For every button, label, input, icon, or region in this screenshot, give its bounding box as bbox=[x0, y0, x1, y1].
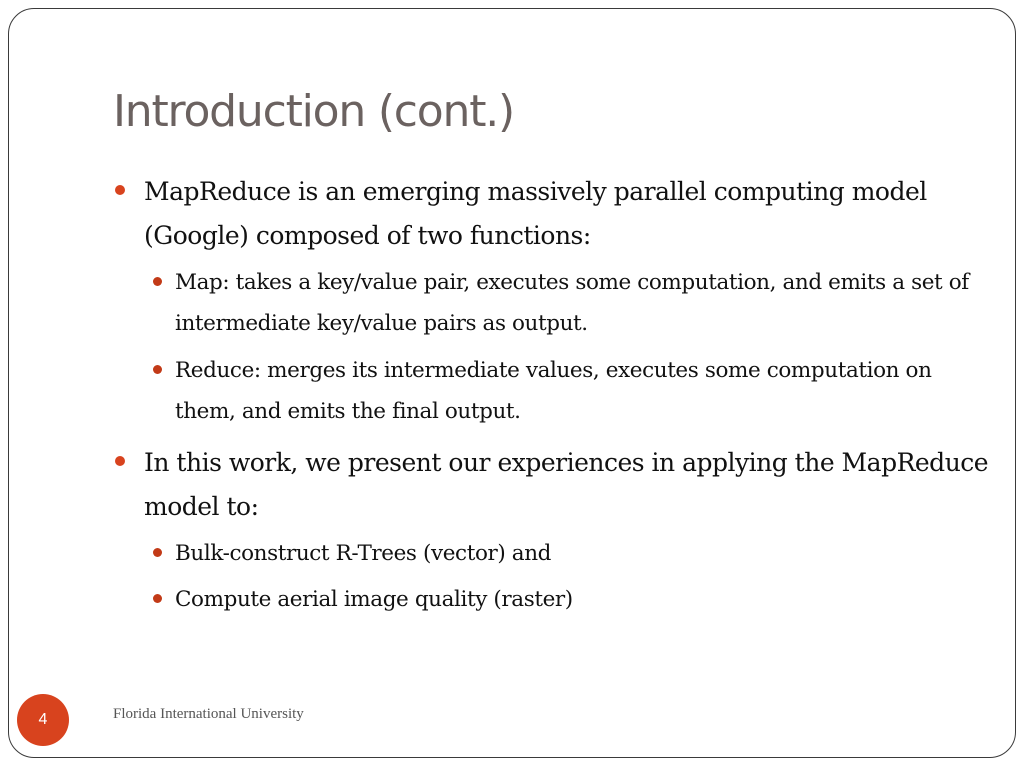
sub-bullet-reduce bbox=[113, 350, 993, 432]
sub-bullet-text: Map: takes a key/value pair, executes some computation, and emits a set of intermediate key/value pairs as output. bbox=[175, 270, 969, 336]
sub-bullet-aerial bbox=[113, 579, 993, 620]
bullet-dot-icon bbox=[153, 594, 162, 603]
sub-bullet-map bbox=[113, 262, 993, 344]
sub-bullet-text: Bulk-construct R-Trees (vector) and bbox=[175, 541, 552, 566]
bullet-dot-icon bbox=[153, 365, 162, 374]
page-number-badge: 4 bbox=[17, 694, 69, 746]
bullet-dot-icon bbox=[153, 277, 162, 286]
footer-organization: Florida International University bbox=[113, 706, 304, 722]
sub-bullet-text: Reduce: merges its intermediate values, executes some computation on them, and emits the final output. bbox=[175, 358, 932, 424]
bullet-text: In this work, we present our experiences in applying the MapReduce model to: bbox=[144, 448, 989, 521]
slide-title: Introduction (cont.) bbox=[113, 86, 515, 137]
sub-bullet-text: Compute aerial image quality (raster) bbox=[175, 587, 573, 612]
bullet-this-work bbox=[113, 441, 993, 529]
sub-bullet-rtrees bbox=[113, 533, 993, 574]
bullet-text: MapReduce is an emerging massively parallel computing model (Google) composed of two functions: bbox=[144, 177, 927, 250]
bullet-dot-icon bbox=[115, 185, 125, 195]
bullet-dot-icon bbox=[115, 456, 125, 466]
slide-content bbox=[113, 170, 993, 620]
bullet-dot-icon bbox=[153, 548, 162, 557]
bullet-mapreduce bbox=[113, 170, 993, 258]
